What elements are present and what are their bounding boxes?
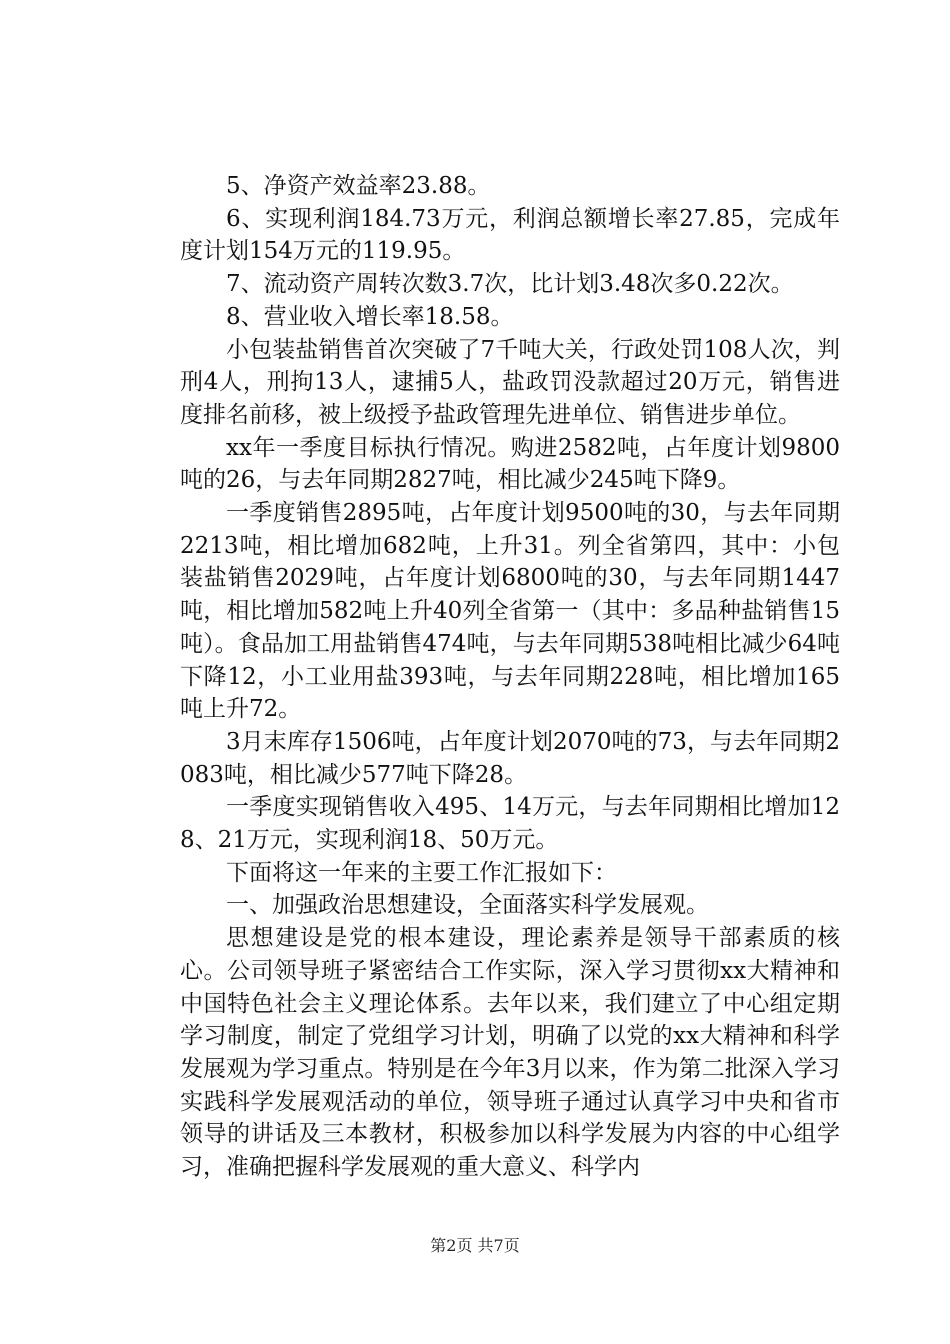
paragraph-asset-turnover: 7、流动资产周转次数3.7次，比计划3.48次多0.22次。 — [226, 271, 794, 298]
paragraph-q1-sales: 一季度销售2895吨，占年度计划9500吨的30，与去年同期2213吨，相比增加682吨，上升31。列全省第四，其中：小包装盐销售2029吨，占年度计划6800吨的30，与去年同期1447吨，相比增加582吨上升40列全省第一（其中：多品种盐销售15吨）。食品加工用盐销售474吨，与去年同期538吨相比减少64吨下降12，小工业用盐393吨，与去年同期228吨，相比增加165吨上升72。 — [180, 500, 840, 723]
paragraph-small-package-salt: 小包装盐销售首次突破了7千吨大关，行政处罚108人次，判刑4人，刑拘13人，逮捕5人，盐政罚没款超过20万元，销售进度排名前移，被上级授予盐政管理先进单位、销售进步单位。 — [180, 336, 840, 428]
paragraph-profit: 6、实现利润184.73万元，利润总额增长率27.85，完成年度计划154万元的119.95。 — [180, 205, 840, 265]
paragraph-report-intro: 下面将这一年来的主要工作汇报如下： — [226, 859, 617, 886]
paragraph-inventory: 3月末库存1506吨，占年度计划2070吨的73，与去年同期2083吨，相比减少577吨下降28。 — [180, 728, 840, 788]
page-number: 第2页 共7页 — [430, 1236, 520, 1255]
paragraph-q1-income: 一季度实现销售收入495、14万元，与去年同期相比增加128、21万元，实现利润18、50万元。 — [180, 794, 840, 854]
paragraph-q1-purchase: xx年一季度目标执行情况。购进2582吨，占年度计划9800吨的26，与去年同期2827吨，相比减少245吨下降9。 — [180, 434, 840, 494]
paragraph-ideology: 思想建设是党的根本建设，理论素养是领导干部素质的核心。公司领导班子紧密结合工作实际，深入学习贯彻xx大精神和中国特色社会主义理论体系。去年以来，我们建立了中心组定期学习制度，制定了党组学习计划，明确了以党的xx大精神和科学发展观为学习重点。特别是在今年3月以来，作为第二批深入学习实践科学发展观活动的单位，领导班子通过认真学习中央和省市领导的讲话及三本教材，积极参加以科学发展为内容的中心组学习，准确把握科学发展观的重大意义、科学内 — [180, 925, 840, 1181]
section-heading-political: 一、加强政治思想建设，全面落实科学发展观。 — [226, 892, 709, 919]
paragraph-revenue-growth: 8、营业收入增长率18.58。 — [226, 303, 514, 330]
document-body — [180, 170, 840, 1184]
paragraph-roe: 5、净资产效益率23.88。 — [226, 173, 491, 199]
